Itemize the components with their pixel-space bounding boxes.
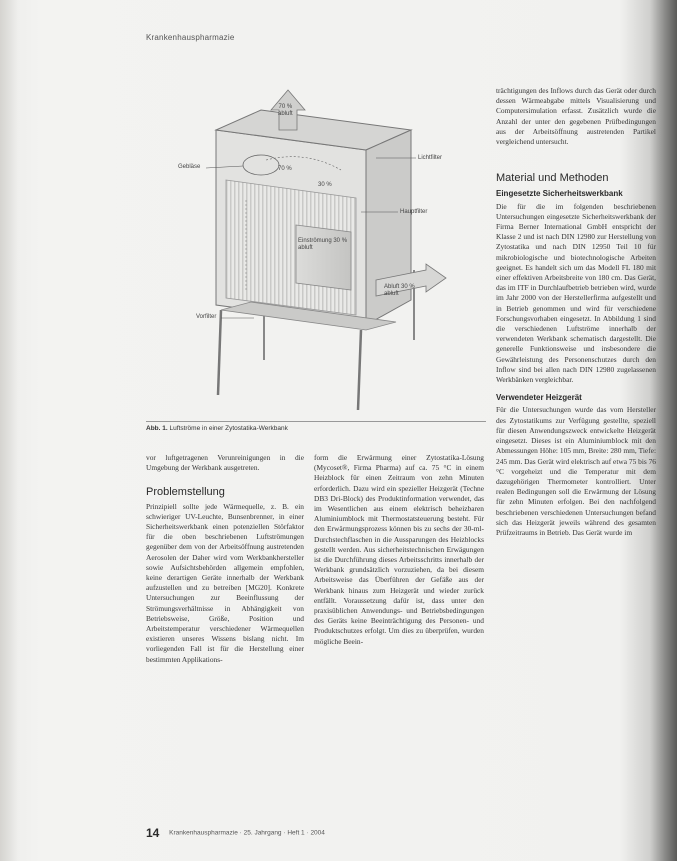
label-einstroemung: Einströmung 30 % abluft (298, 238, 348, 251)
heading-material-methoden: Material und Methoden (496, 172, 609, 185)
caption-text: Luftströme in einer Zytostatika-Werkbank (169, 425, 288, 432)
column-c (496, 86, 656, 538)
figure-werkbank (146, 60, 486, 420)
journal-citation: Krankenhauspharmazie · 25. Jahrgang · Heft 1 · 2004 (169, 829, 325, 837)
label-abluft-right: Abluft 30 % abluft (384, 284, 415, 297)
page-number: 14 (146, 826, 160, 840)
column-b (314, 453, 484, 647)
heading-problemstellung: Problemstellung (146, 486, 225, 499)
subheading-werkbank: Eingesetzte Sicherheitswerkbank (496, 189, 623, 199)
label-geblaese: Gebläse (178, 164, 201, 170)
label-outflow-top: 70 % abluft (278, 104, 293, 117)
caption-rule (146, 421, 486, 422)
col-b-body-paragraph: form die Erwärmung einer Zytostatika-Lösung (Mycoset®, Firma Pharma) auf ca. 75 °C in einem Heizblock für einen Zeitraum von zehn Minuten erforderlich. Dazu wird ein spezieller Heizgerät (Techne DB3 Dri-Block) des Produktinformation verwendet, das im Wesentlichen aus einem elektrisch beheizbaren Aluminiumblock mit Thermostatsteuerung besteht. Für den Erwärmungsprozess können bis zu sechs der 30-ml-Durchstechflaschen in die Aussparungen des Heizblocks gestellt werden. Aus sicherheitstechnischen Erwägungen ist die Durchführung dieses Arbeitsschritts innerhalb der Werkbank grundsätzlich vorzuziehen, da bei diesem Arbeitsweise das Überführen der Gefäße aus der Werkbank hinaus zum Heizgerät und wieder zurück entfällt. Voraussetzung dafür ist, dass unter den praxisüblichen Anwendungs- und Betriebsbedingungen des Geräts keine Beeinträchtigung des Personen- und Produktschutzes erfolgt. Um dies zu überprüfen, wurden mögliche Beein- (314, 453, 484, 646)
page-footer (146, 826, 325, 840)
col-c-top-paragraph: trächtigungen des Inflows durch das Gerät oder durch dessen Wärmeabgabe mittels Visualisierung und Computersimulation erfasst. Zusätzlich wurde die Anzahl der unter den gegebenen Prüfbedingungen aus der Arbeitsöffnung austretenden Partikel vergleichend untersucht. (496, 86, 656, 147)
scan-shadow (0, 0, 18, 861)
running-head: Krankenhauspharmazie (146, 33, 235, 42)
label-pct-b: 30 % (318, 182, 332, 188)
label-lichtfilter: Lichtfilter (418, 155, 443, 161)
caption-title: Abb. 1. (146, 425, 168, 432)
col-a-body-paragraph: Prinzipiell sollte jede Wärmequelle, z. B. ein schwieriger UV-Leuchte, Bunsenbrenner, in einer Sicherheitswerkbank einen potenziellen Störfaktor für die oben beschriebenen Luftströmungen gegenüber dem von der Arbeitsöffnung austretenden Aerosolen der Daher wird vom Werkbankhersteller sowie Aufsichtsbehörden allgemein empfohlen, keine derartigen Geräte innerhalb der Werkbank aufzustellen und zu betreiben [MG20]. Konkrete Untersuchungen zur Beeinflussung der Strömungsverhältnisse in Abhängigkeit von Betriebsweise, Größe, Position und Arbeitstemperatur verschiedener Wärmequellen existieren unseres Wissens bislang nicht. Im vorliegenden Fall ist für die Herstellung einer bestimmten Applikations- (146, 501, 304, 664)
column-a (146, 453, 304, 665)
figure-caption (146, 425, 486, 432)
label-hauptfilter: Hauptfilter (400, 209, 428, 215)
col-c-bottom-paragraph: Für die Untersuchungen wurde das vom Hersteller des Zytostatikums zur Verfügung gestellte, speziell für diesen Anwendungszweck entwickelte Heizgerät eingesetzt. Dieses ist ein Aluminiumblock mit den Abmessungen Höhe: 105 mm, Breite: 280 mm, Tiefe: 245 mm. Das Gerät wird elektrisch auf etwa 75 bis 76 °C vorgeheizt und die Temperatur mit dem dazugehörigen Thermometer kontrolliert. Unter realen Bedingungen soll die Erwärmung der Lösung für zehn Minuten erfolgen. Bei den nachfolgend beschriebenen verschiedenen Untersuchungen befand sich das Heizgerät jeweils während des gesamten Prüfzeitraums in Betrieb. Das Gerät wurde im (496, 405, 656, 537)
col-c-mid-paragraph: Die für die im folgenden beschriebenen Untersuchungen eingesetzte Sicherheitswerkbank der Firma Berner International GmbH entspricht der Klasse 2 und ist nach DIN 12980 zur Herstellung von Zytostatika und nach DIN 12950 Teil 10 für mikrobiologische und biotechnologische Arbeiten geeignet. Es handelt sich um das Modell FL 180 mit einer effektiven Arbeitsbreite von 180 cm. Das Gerät, das im ITF in Durchlaufbetrieb betrieben wird, wurde im Jahr 2000 von der Herstellerfirma aufgestellt und in Betrieb genommen und wird für verschiedene Forschungsvorhaben eingesetzt. In Abbildung 1 sind die verschiedenen Luftströme innerhalb der verwendeten Werkbank schematisch dargestellt. Die generelle Funktionsweise und insbesondere die Gewährleistung des Personenschutzes durch den Inflow sind bei allen nach DIN 12980 zugelassenen Werkbänken vergleichbar. (496, 201, 656, 385)
label-vorfilter: Vorfilter (196, 314, 217, 320)
label-pct-a: 70 % (278, 166, 292, 172)
col-a-top-paragraph: vor luftgetragenen Verunreinigungen in die Umgebung der Werkbank ausgetreten. (146, 453, 304, 473)
subheading-heizgeraet: Verwendeter Heizgerät (496, 393, 582, 403)
